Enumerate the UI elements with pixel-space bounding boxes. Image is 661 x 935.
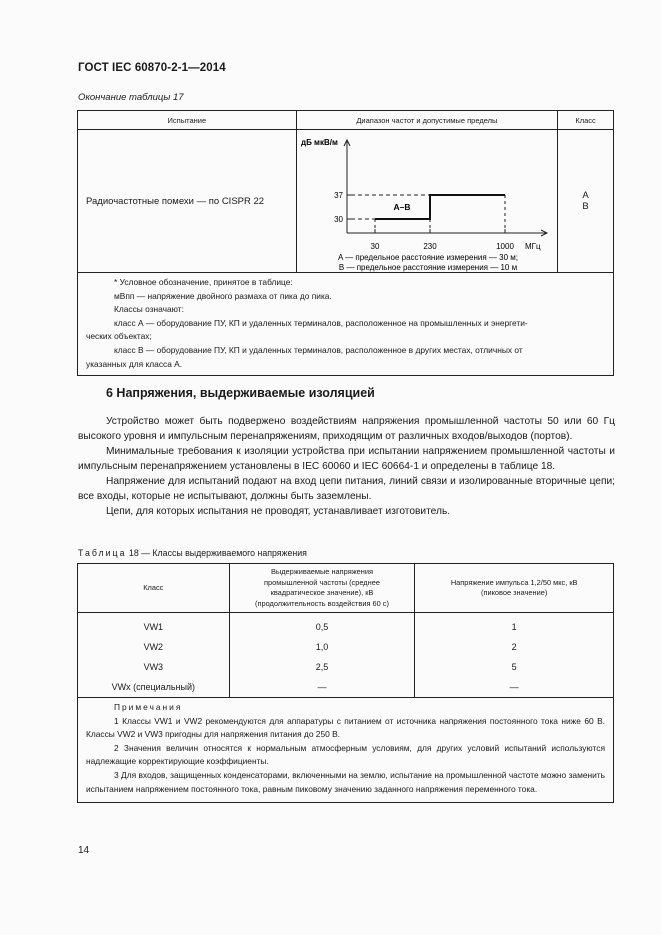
table-row-ac: — (229, 677, 415, 698)
caption-text: 18 — Классы выдерживаемого напряжения (128, 548, 307, 558)
note-3: 3 Для входов, защищенных конденсаторами, включенными на землю, испытание на промышленной частоте можно заменить испытанием напряжением постоянного тока, равным пиковому значению заданного напряжения переменного тока. (86, 769, 605, 794)
paragraph: Минимальные требования к изоляции устройства при испытании напряжением промышленной частоты и импульсным перенапряжением установлены в IEC 60060 и IEC 60664-1 и определены в таблице 18. (78, 446, 615, 472)
caption-word: Таблица (78, 548, 127, 558)
table-row-class: VWx (специальный) (78, 677, 230, 698)
note-line: Классы означают: (114, 304, 184, 315)
section-body (78, 414, 615, 519)
note-line: ческих объектах; (86, 331, 152, 342)
table-row-ac: 1,0 (229, 637, 415, 657)
y-tick-label: 30 (333, 215, 343, 224)
class-a: A (582, 190, 589, 201)
test-name: Радиочастотные помехи — по CISPR 22 (78, 130, 297, 273)
legend-line-a: A — предельное расстояние измерения — 30 м; (337, 253, 518, 262)
table-row-impulse: — (415, 677, 614, 698)
col-header-test: Испытание (78, 111, 297, 130)
col-header-range: Диапазон частот и допустимые пределы (296, 111, 557, 130)
table18-notes (78, 698, 614, 803)
table-row-class: VW1 (78, 613, 230, 638)
table-row-ac: 2,5 (229, 657, 415, 677)
table-17 (77, 110, 614, 376)
section-title: 6 Напряжения, выдерживаемые изоляцией (106, 386, 375, 400)
note-line: класс В — оборудование ПУ, КП и удаленных терминалов, расположенное в других местах, отличных от (114, 344, 523, 355)
y-tick-label: 37 (333, 191, 343, 200)
class-b: B (582, 201, 589, 212)
table17-continuation-caption: Окончание таблицы 17 (78, 92, 184, 103)
col-header-class: Класс (558, 111, 614, 130)
note-line: мВпп — напряжение двойного размаха от пика до пика. (114, 290, 332, 301)
x-tick-label: 1000 (495, 242, 514, 251)
note-line: класс А — оборудование ПУ, КП и удаленных терминалов, расположенное на промышленных и энергети- (114, 317, 528, 328)
standard-header: ГОСТ IEC 60870-2-1—2014 (78, 62, 226, 74)
x-tick-label: 30 (370, 242, 380, 251)
table-row-impulse: 5 (415, 657, 614, 677)
class-cell (558, 130, 614, 273)
paragraph: Устройство может быть подвержено воздействиям напряжения промышленной частоты 50 или 60 Гц высокого уровня и импульсным перенапряжениям, приходящим от различных входов/выходов (портов). (78, 416, 615, 442)
ac-header-text: Выдерживаемые напряжения промышленной частоты (среднее квадратическое значение), кВ (продолжительность воздействия 60 с) (255, 567, 389, 608)
table-row-class: VW3 (78, 657, 230, 677)
page-number: 14 (78, 845, 90, 856)
col-header-impulse (415, 564, 614, 613)
table-row-impulse: 2 (415, 637, 614, 657)
table-18 (77, 563, 614, 803)
note-2: 2 Значения величин относятся к нормальным атмосферным условиям, для других условий испытаний используются надлежащие корректирующие коэффициенты. (86, 742, 605, 767)
emission-limit-chart (297, 130, 559, 272)
series-annotation: A–B (393, 202, 411, 212)
table-row-impulse: 1 (415, 613, 614, 638)
note-line: * Условное обозначение, принятое в таблице: (114, 277, 293, 287)
col-header-class: Класс (78, 564, 230, 613)
notes-title: Примечания (114, 702, 183, 712)
note-1: 1 Классы VW1 и VW2 рекомендуются для аппаратуры с питанием от источника напряжения постоянного тока ниже 60 В. Классы VW2 и VW3 пригодны для напряжения питания до 250 В. (86, 715, 605, 740)
x-axis-label: МГц (524, 242, 541, 251)
legend-line-b: B — предельное расстояние измерения — 10 м (338, 263, 517, 272)
table17-notes (78, 273, 614, 376)
table-row-class: VW2 (78, 637, 230, 657)
table-row-ac: 0,5 (229, 613, 415, 638)
paragraph: Напряжение для испытаний подают на вход цепи питания, линий связи и изолированные вторичные цепи; все входы, которые не испытывают, должны быть заземлены. (78, 476, 615, 502)
table18-caption (78, 548, 307, 558)
chart-cell (296, 130, 557, 273)
y-axis-label: дБ мкВ/м (300, 138, 338, 147)
note-line: указанных для класса А. (86, 358, 183, 369)
paragraph: Цепи, для которых испытания не проводят, устанавливает изготовитель. (106, 506, 451, 517)
x-tick-label: 230 (422, 242, 437, 251)
col-header-ac-voltage (229, 564, 415, 613)
impulse-header-text: Напряжение импульса 1,2/50 мкс, кВ (пиковое значение) (450, 577, 578, 597)
